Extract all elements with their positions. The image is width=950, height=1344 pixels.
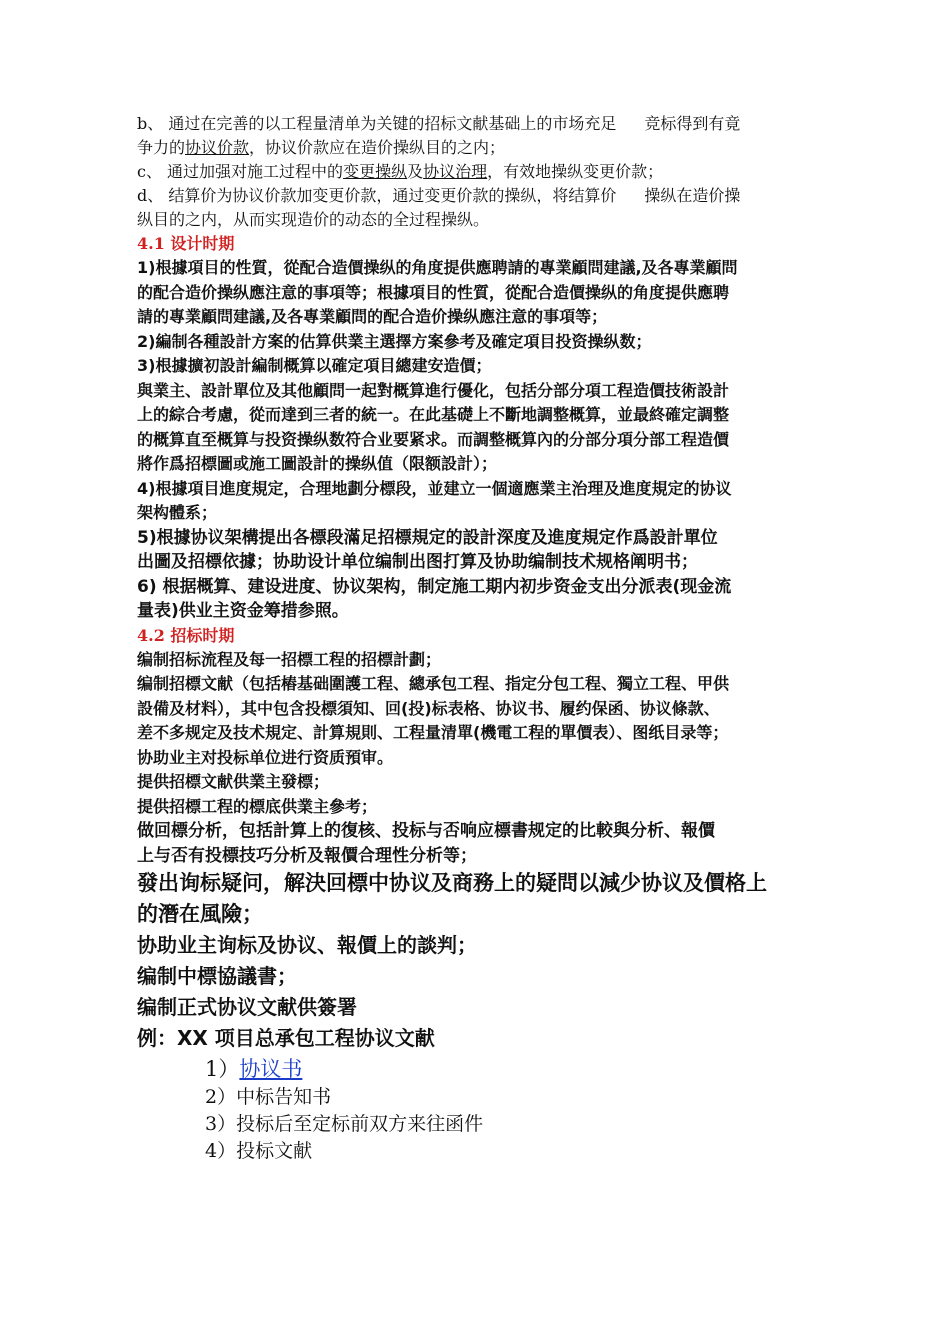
text-line: 4)根據項目進度規定，合理地劃分標段，並建立一個適應業主治理及進度規定的协议 xyxy=(137,478,732,498)
text-line: 2)編制各種設計方案的估算供業主選擇方案參考及確定項目投资操纵数； xyxy=(137,331,652,351)
paragraph-c: c、 通过加强对施工过程中的变更操纵及协议治理，有效地操纵变更价款； xyxy=(137,162,664,181)
text-line: 架构體系； xyxy=(137,503,218,522)
text-line-large: 编制中標協議書； xyxy=(137,964,297,988)
text-line: 的配合造价操纵應注意的事項等；根據項目的性質，從配合造價操纵的角度提供應聘 xyxy=(137,282,730,302)
text-line: 與業主、設計單位及其他顧問一起對概算進行優化，包括分部分項工程造價技術設計 xyxy=(137,380,730,400)
contract-document-list xyxy=(205,1054,857,1165)
text-line: 請的專業顧問建議,及各專業顧問的配合造价操纵應注意的事項等； xyxy=(137,307,608,326)
list-item: 2）中标告知书 xyxy=(205,1086,332,1108)
text-line: 1)根據項目的性質，從配合造價操纵的角度提供應聘請的專業顧問建議,及各專業顧問 xyxy=(137,258,738,277)
text-line: 提供招標工程的標底供業主參考； xyxy=(137,796,378,816)
text-line: 编制招标流程及每一招標工程的招標計劃； xyxy=(137,649,442,669)
text-line: 编制招標文献（包括樁基础圍護工程、總承包工程、指定分包工程、獨立工程、甲供 xyxy=(137,674,730,693)
text-line-large: 编制正式协议文献供簽署 xyxy=(137,995,357,1019)
intro-block xyxy=(137,112,857,232)
paragraph-b: b、 通过在完善的以工程量清单为关键的招标文献基础上的市场充足 竞标得到有竟 争力的协议价款，协议价款应在造价操纵目的之内； xyxy=(137,114,741,157)
section-heading-design: 4.1 设计时期 xyxy=(137,234,235,253)
section-heading-tender: 4.2 招标时期 xyxy=(137,625,235,645)
text-line: 3)根據擴初設計編制概算以確定項目總建安造價； xyxy=(137,356,492,375)
text-line: 量表)供业主资金筹措参照。 xyxy=(137,601,349,621)
text-line: 上的綜合考慮，從而達到三者的統一。在此基礎上不斷地調整概算，並最終確定調整 xyxy=(137,405,730,424)
paragraph-d: d、 结算价为协议价款加变更价款，通过变更价款的操纵，将结算价 操纵在造价操 纵目的之内，从而实现造价的动态的全过程操纵。 xyxy=(137,186,741,229)
text-line: 出圖及招標依據；协助设计单位编制出图打算及协助编制技术规格阐明书； xyxy=(137,552,698,572)
text-line: 协助业主对投标单位进行资质預审。 xyxy=(137,747,394,767)
document-page xyxy=(137,112,857,1165)
underlined-term: 协议价款 xyxy=(185,138,250,157)
text-line: 設備及材料），其中包含投標須知、回(投)标表格、协议书、履约保函、协议條款、 xyxy=(137,698,720,718)
text-line-large: 的潛在風險； xyxy=(137,902,263,926)
list-item: 4）投标文献 xyxy=(205,1140,313,1162)
example-title: 例：XX 项目总承包工程协议文献 xyxy=(137,1026,435,1050)
section-design-body xyxy=(137,256,857,624)
text-line-large: 發出询标疑问，解決回標中协议及商務上的疑問以減少协议及價格上 xyxy=(137,871,767,895)
text-line: 將作爲招標圖或施工圖設計的操纵值（限额設計）； xyxy=(137,454,498,473)
text-line: 上与否有投標技巧分析及報價合理性分析等； xyxy=(137,845,477,866)
contract-link[interactable]: 协议书 xyxy=(239,1057,303,1081)
underlined-term: 协议治理 xyxy=(423,162,488,181)
list-item: 3）投标后至定标前双方来往函件 xyxy=(205,1113,484,1135)
underlined-term: 变更操纵 xyxy=(343,162,408,181)
text-line: 做回標分析，包括計算上的復核、投标与否响应標書规定的比較與分析、報價 xyxy=(137,821,715,841)
section-tender-body xyxy=(137,648,857,1166)
text-line: 的概算直至概算与投资操纵数符合业要紧求。而調整概算內的分部分項分部工程造價 xyxy=(137,429,730,449)
text-line: 6) 根据概算、建设进度、协议架构，制定施工期内初步资金支出分派表(现金流 xyxy=(137,576,732,597)
text-line: 差不多规定及技术規定、計算規則、工程量清單(機電工程的單價表）、图纸目录等； xyxy=(137,723,729,742)
text-line-large: 协助业主询标及协议、報價上的談判； xyxy=(137,933,477,957)
text-line: 5)根據协议架構提出各標段滿足招標規定的設計深度及進度規定作爲設計單位 xyxy=(137,527,718,548)
text-line: 提供招標文献供業主發標； xyxy=(137,772,330,791)
list-item: 1）协议书 xyxy=(205,1057,303,1081)
